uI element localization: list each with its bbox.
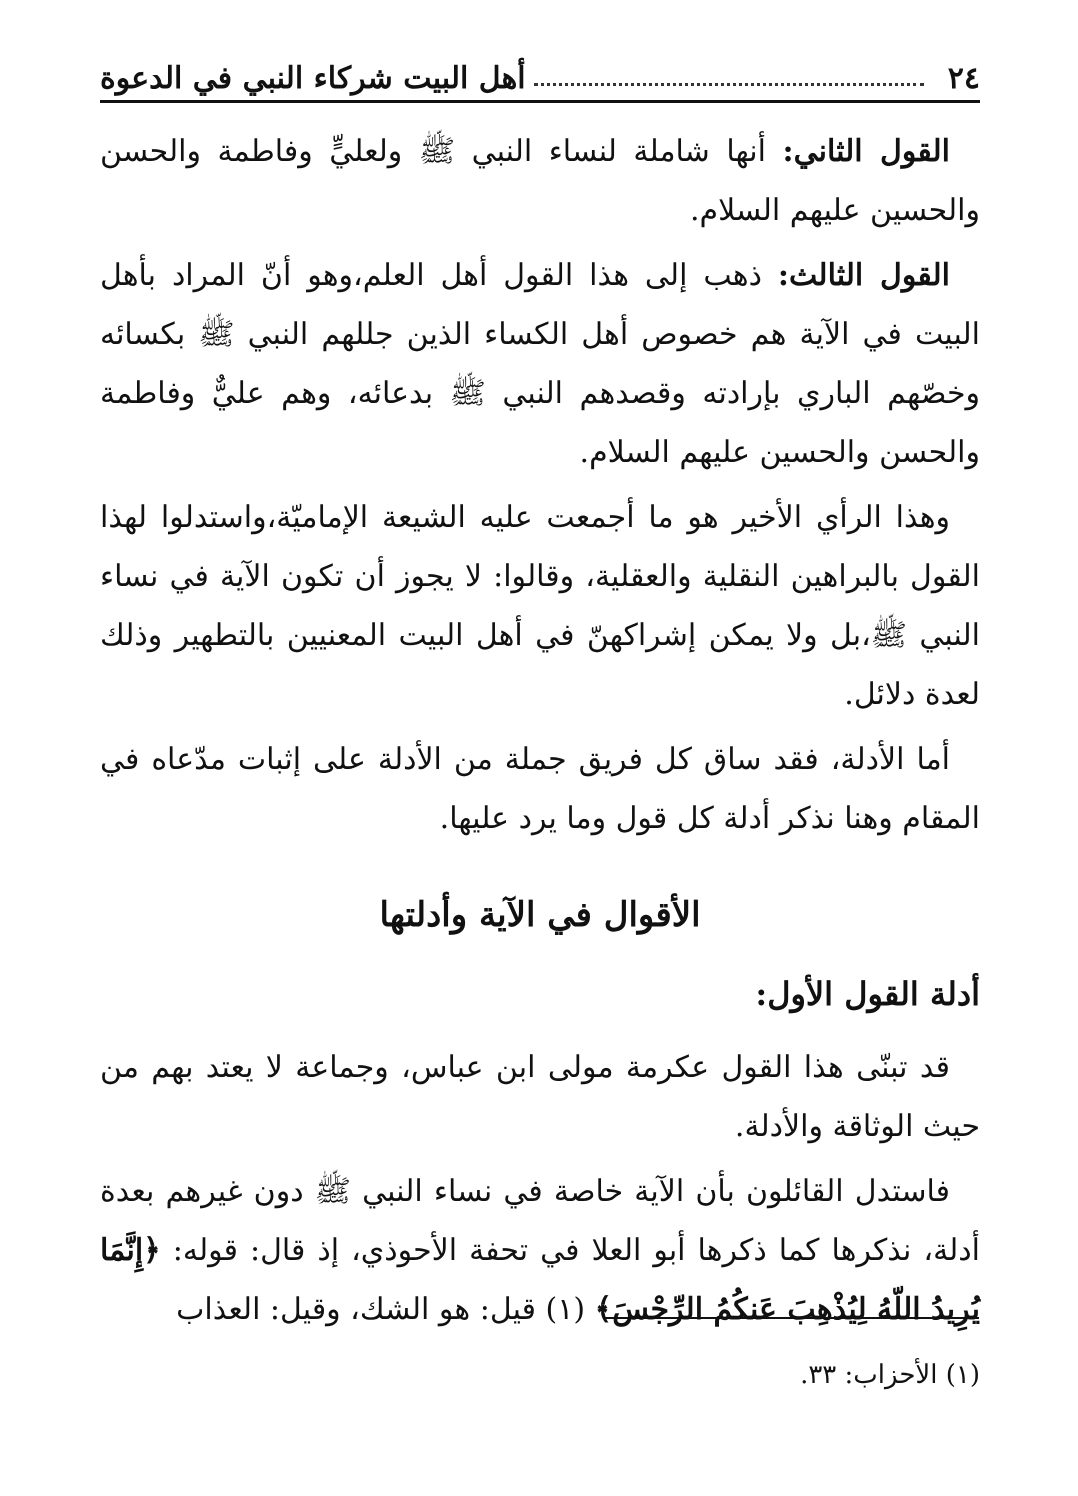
paragraph-argument <box>100 1162 980 1339</box>
header-dotted-leader <box>534 83 924 86</box>
paragraph-ikrima: قد تبنّى هذا القول عكرمة مولى ابن عباس، وجماعة لا يعتد بهم من حيث الوثاقة والأدلة. <box>100 1050 980 1144</box>
paragraph-second-opinion <box>100 122 980 240</box>
third-opinion-text: ذهب إلى هذا القول أهل العلم،وهو أنّ المراد بأهل البيت في الآية هم خصوص أهل الكساء الذين جللهم النبي ﷺ بكسائه وخصّهم الباري بإرادته وقصدهم النبي ﷺ بدعائه، وهم عليٌّ وفاطمة والحسن والحسين عليهم السلام. <box>100 258 980 470</box>
page-header <box>100 40 980 96</box>
subsection-heading: أدلة القول الأول: <box>755 975 980 1013</box>
third-opinion-label: القول الثالث: <box>777 258 951 293</box>
argument-text-end: قيل: هو الشك، وقيل: العذاب <box>176 1292 536 1327</box>
second-opinion-label: القول الثاني: <box>782 134 950 169</box>
paragraph-evidence-intro: أما الأدلة، فقد ساق كل فريق جملة من الأدلة على إثبات مدّعاه في المقام وهنا نذكر أدلة كل قول وما يرد عليها. <box>100 742 980 836</box>
header-rule <box>100 100 980 103</box>
main-text <box>100 122 980 1339</box>
footnote-reference: (١) <box>536 1292 595 1327</box>
quran-quote: ﴿إِنَّمَا يُرِيدُ اللّهُ لِيُذْهِبَ عَنكُمُ الرِّجْسَ﴾ <box>100 1233 980 1327</box>
paragraph-third-opinion <box>100 246 980 482</box>
page-number: ٢٤ <box>947 61 980 96</box>
section-heading: الأقوال في الآية وأدلتها <box>379 895 701 935</box>
footnote-rule <box>605 1317 979 1319</box>
running-title: أهل البيت شركاء النبي في الدعوة <box>100 61 526 96</box>
second-opinion-text: أنها شاملة لنساء النبي ﷺ ولعليٍّ وفاطمة والحسن والحسين عليهم السلام. <box>100 134 980 228</box>
footnote: (١) الأحزاب: ٣٣. <box>800 1360 980 1390</box>
paragraph-imami-consensus: وهذا الرأي الأخير هو ما أجمعت عليه الشيعة الإماميّة،واستدلوا لهذا القول بالبراهين النقلية والعقلية، وقالوا: لا يجوز أن تكون الآية في نساء النبي ﷺ،بل ولا يمكن إشراكهنّ في أهل البيت المعنيين بالتطهير وذلك لعدة دلائل. <box>100 500 980 712</box>
argument-text-start: فاستدل القائلون بأن الآية خاصة في نساء النبي ﷺ دون غيرهم بعدة أدلة، نذكرها كما ذكرها أبو العلا في تحفة الأحوذي، إذ قال: قوله: <box>100 1174 980 1268</box>
